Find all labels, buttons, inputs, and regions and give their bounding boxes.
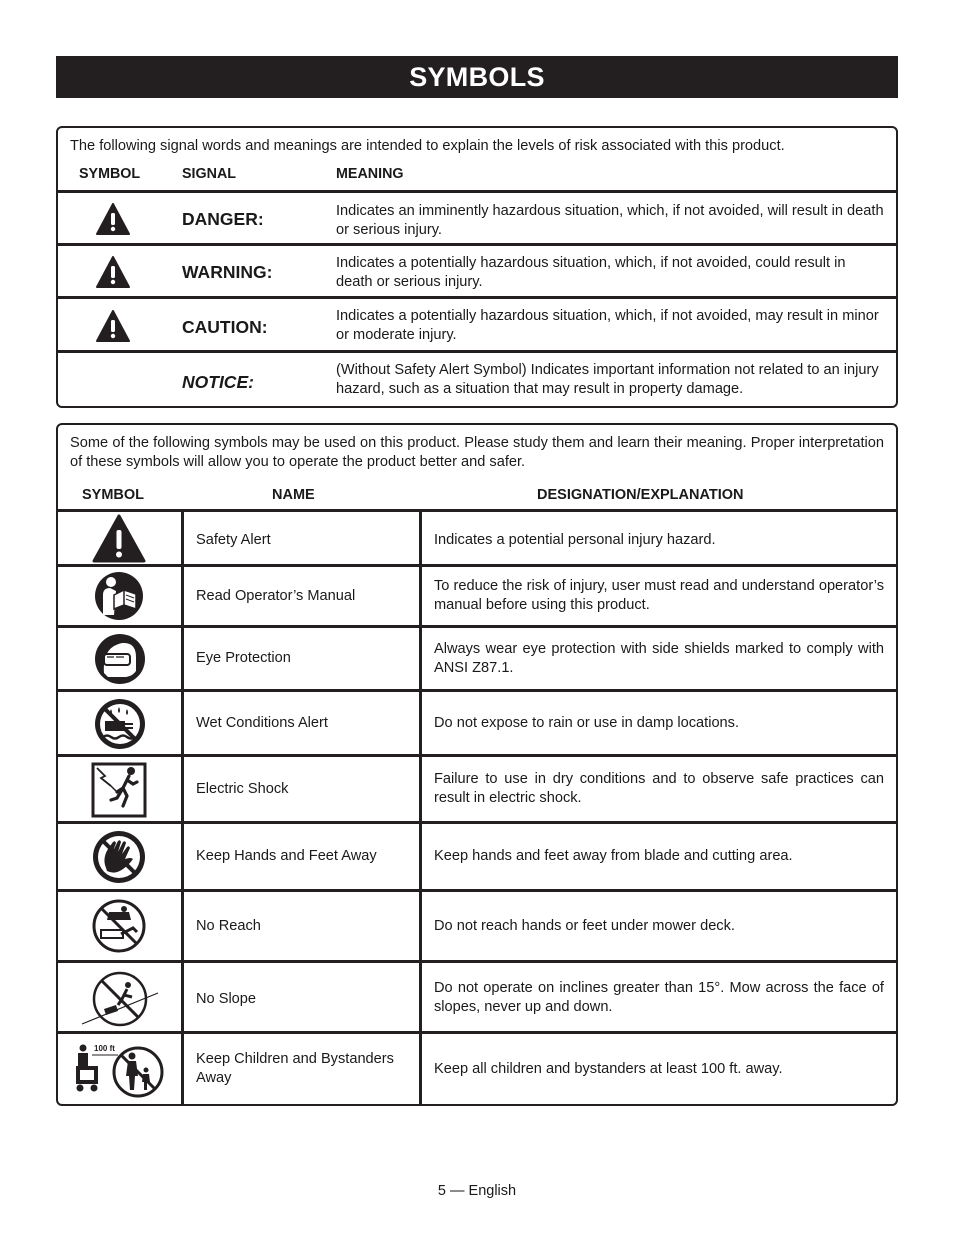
electric-shock-icon	[91, 762, 147, 818]
symbol-row	[58, 564, 896, 626]
wet-conditions-icon	[93, 697, 147, 751]
signal-meaning: Indicates an imminently hazardous situation, which, if not avoided, will result in death or serious injury.	[336, 203, 884, 238]
symbol-row	[58, 821, 896, 890]
symbol-row	[58, 625, 896, 690]
symbol-name: Electric Shock	[196, 781, 289, 797]
warning-triangle-icon	[96, 310, 130, 342]
warning-triangle-icon	[96, 203, 130, 235]
symbol-name: No Reach	[196, 918, 261, 934]
signal-word: NOTICE:	[182, 372, 254, 392]
no-slope-icon	[80, 969, 160, 1029]
symbol-row	[58, 754, 896, 822]
signal-word: CAUTION:	[182, 317, 268, 337]
symbol-explanation: Failure to use in dry conditions and to observe safe practices can result in electric shock.	[434, 771, 884, 806]
safety-alert-icon	[92, 514, 146, 564]
keep-hands-away-icon	[91, 829, 147, 885]
signal-row-caution	[58, 296, 896, 352]
symbols-col-symbol: SYMBOL	[82, 487, 145, 503]
symbol-name: Safety Alert	[196, 532, 271, 548]
symbol-explanation: To reduce the risk of injury, user must read and understand operator’s manual before using this product.	[434, 578, 884, 613]
symbol-name: No Slope	[196, 991, 257, 1007]
signal-words-table	[56, 126, 898, 408]
symbols-col-name: NAME	[272, 487, 315, 503]
symbol-row	[58, 509, 896, 565]
signal-meaning: Indicates a potentially hazardous situation, which, if not avoided, could result in death or serious injury.	[336, 255, 846, 290]
symbols-table	[56, 423, 898, 1106]
signal-row-danger	[58, 190, 896, 244]
symbol-row	[58, 689, 896, 755]
symbol-name: Read Operator’s Manual	[196, 588, 356, 604]
symbols-col-designation: DESIGNATION/EXPLANATION	[537, 487, 744, 503]
symbol-explanation: Do not expose to rain or use in damp locations.	[434, 715, 740, 731]
symbol-explanation: Indicates a potential personal injury hazard.	[434, 532, 716, 548]
signal-col-symbol: SYMBOL	[79, 166, 141, 182]
signal-row-notice	[58, 350, 896, 406]
eye-protection-icon	[94, 633, 146, 685]
warning-triangle-icon	[96, 256, 130, 288]
signal-col-meaning: MEANING	[336, 166, 404, 182]
symbol-row	[58, 889, 896, 961]
page-footer: 5 — English	[437, 1183, 517, 1199]
symbols-intro: Some of the following symbols may be used on this product. Please study them and learn their meaning. Proper interpretation of these symbols will allow you to operate the product better and safer.	[70, 435, 884, 470]
signal-word: DANGER:	[182, 209, 264, 229]
symbol-explanation: Do not operate on inclines greater than 15°. Mow across the face of slopes, never up and down.	[434, 980, 884, 1015]
signal-word: WARNING:	[182, 262, 273, 282]
symbol-row	[58, 1031, 896, 1104]
symbol-row	[58, 960, 896, 1032]
signal-col-signal: SIGNAL	[182, 166, 237, 182]
symbol-explanation: Always wear eye protection with side shields marked to comply with ANSI Z87.1.	[434, 641, 884, 676]
no-reach-icon	[91, 898, 147, 954]
signal-row-warning	[58, 243, 896, 297]
signal-meaning: Indicates a potentially hazardous situation, which, if not avoided, may result in minor or moderate injury.	[336, 308, 879, 343]
read-manual-icon	[94, 571, 144, 621]
keep-children-away-icon	[72, 1042, 164, 1100]
symbol-name: Wet Conditions Alert	[196, 715, 328, 731]
symbol-name: Keep Children and Bystanders Away	[196, 1051, 394, 1086]
signal-meaning: (Without Safety Alert Symbol) Indicates important information not related to an injury hazard, such as a situation that may result in property damage.	[336, 362, 879, 397]
symbol-explanation: Keep all children and bystanders at least 100 ft. away.	[434, 1061, 783, 1077]
symbol-explanation: Do not reach hands or feet under mower deck.	[434, 918, 735, 934]
page-title: SYMBOLS	[56, 56, 898, 98]
signal-intro: The following signal words and meanings are intended to explain the levels of risk associated with this product.	[70, 138, 785, 154]
distance-label: 100 ft	[94, 1044, 115, 1053]
symbol-explanation: Keep hands and feet away from blade and cutting area.	[434, 848, 793, 864]
symbol-name: Eye Protection	[196, 650, 291, 666]
symbol-name: Keep Hands and Feet Away	[196, 848, 377, 864]
